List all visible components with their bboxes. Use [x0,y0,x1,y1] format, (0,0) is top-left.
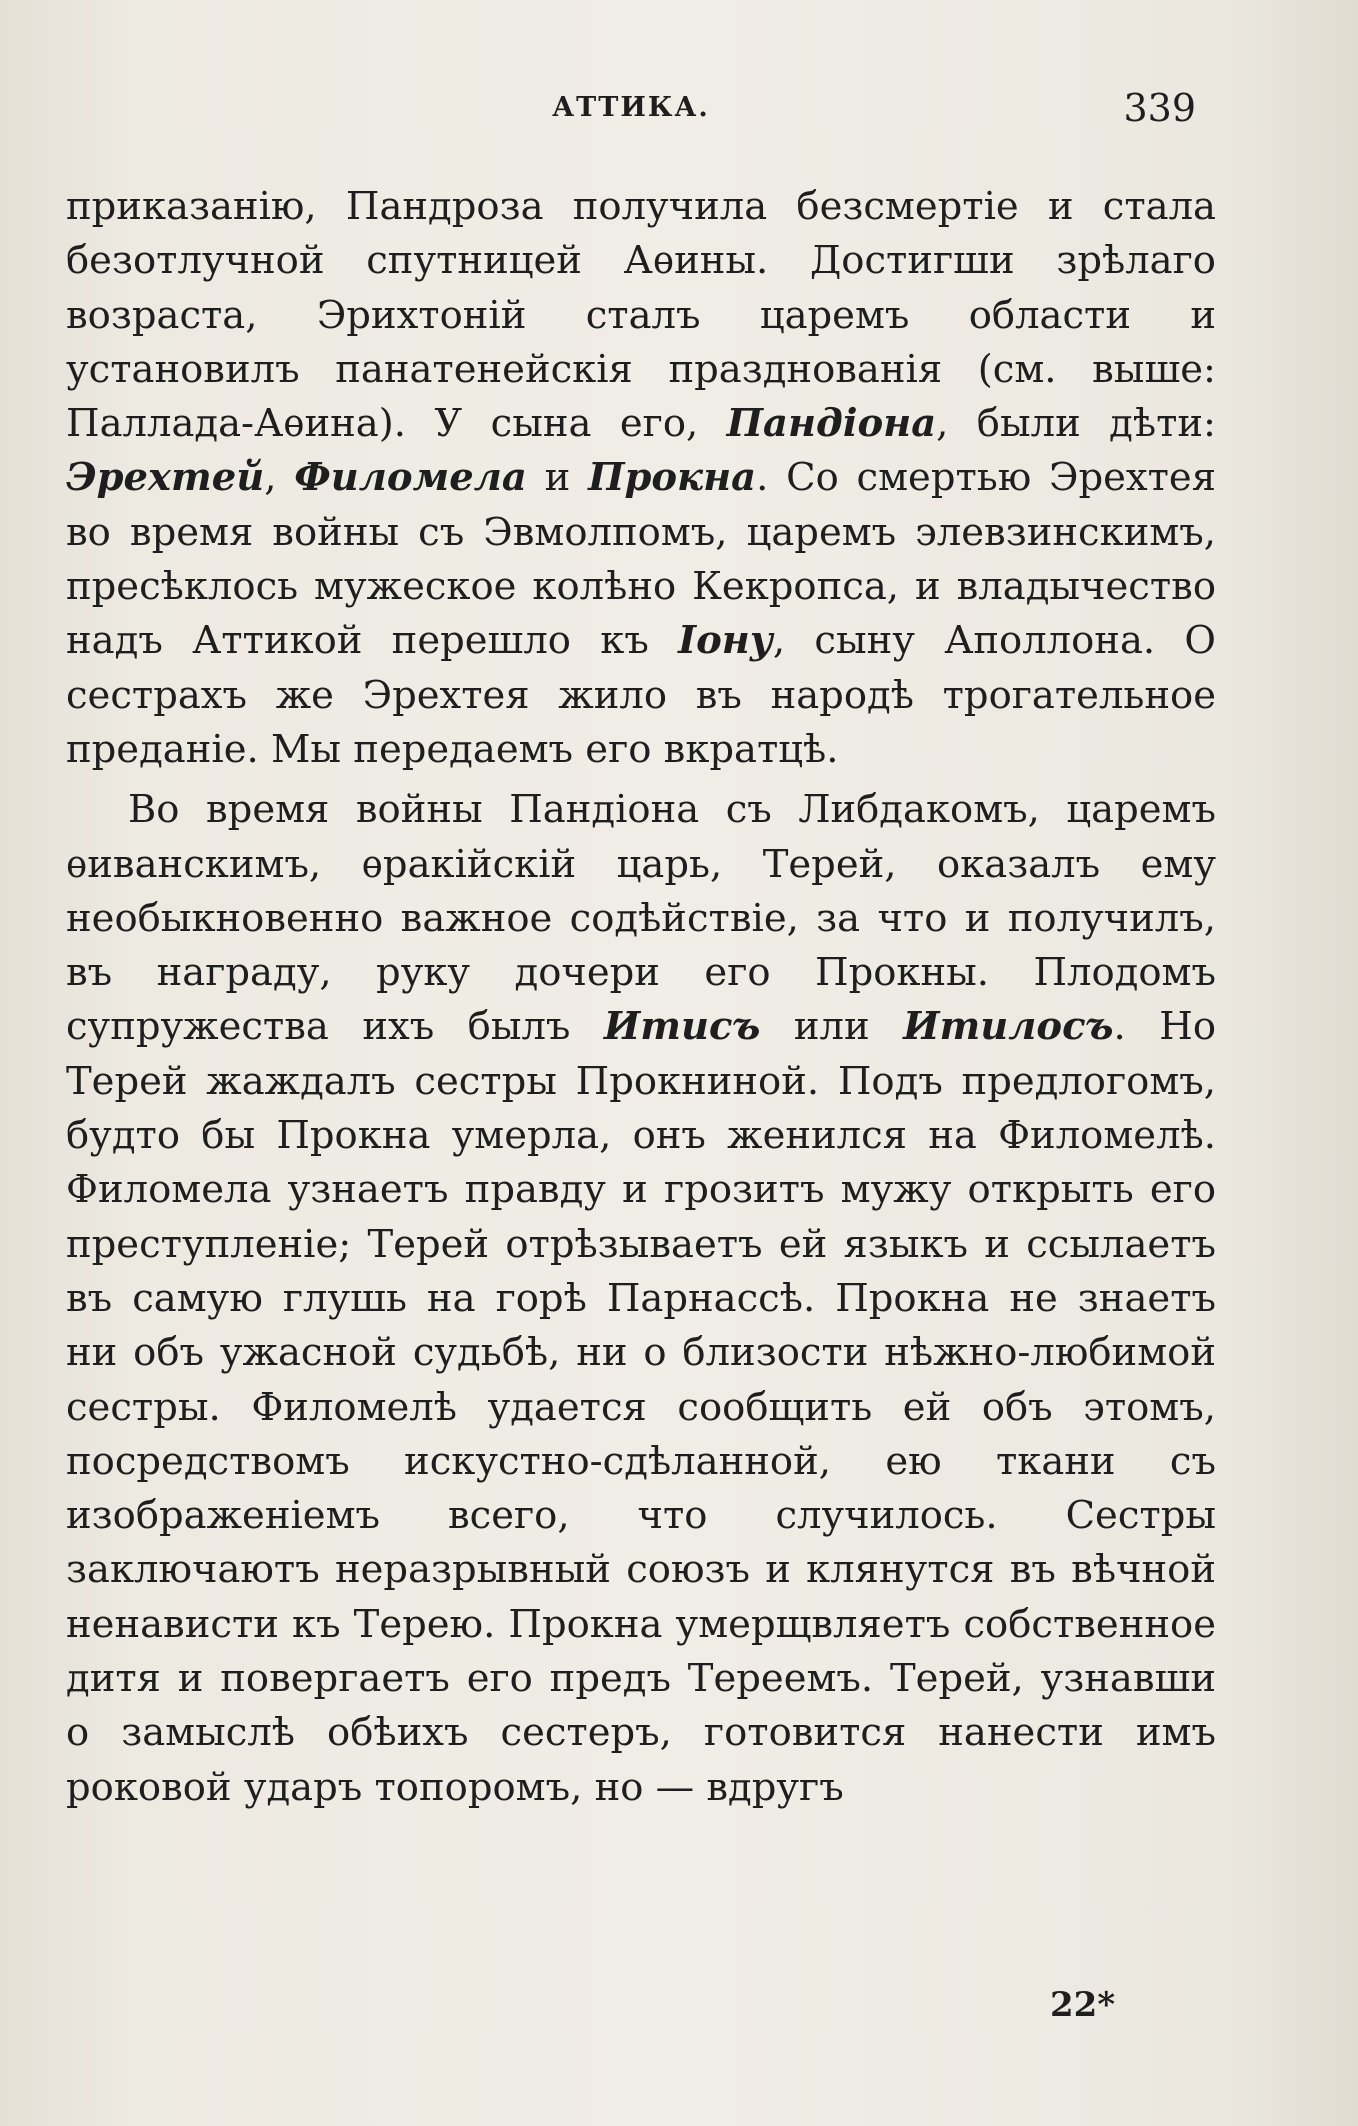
name-philomela: Филомела [294,455,527,501]
name-itys: Итисъ [603,1004,761,1050]
paragraph-1: приказанію, Пандроза получила безсмертіе и стала безотлучной спутницей Аѳины. Достигши зрѣлаго возраста, Эрихтоній сталъ царемъ области и установилъ панатенейскія празднованія (см. выше: Паллада-Аѳина). У сына его, Пандіона, были дѣти: Эрехтей, Филомела и Прокна. Со смертью Эрехтея во время войны съ Эвмолпомъ, царемъ элевзинскимъ, пресѣклось мужеское колѣно Кекропса, и владычество надъ Аттикой перешло къ Іону, сыну Аполлона. О сестрахъ же Эрехтея жило въ народѣ трогательное преданіе. Мы передаемъ его вкратцѣ. [66,184,1217,772]
name-erechtheus: Эрехтей [66,455,265,501]
paragraph-2: Во время войны Пандіона съ Либдакомъ, царемъ ѳиванскимъ, ѳракійскій царь, Терей, оказалъ ему необыкновенно важное содѣйствіе, за что и получилъ, въ награду, руку дочери его Прокны. Плодомъ супружества ихъ былъ Итисъ или Итилосъ. Но Терей жаждалъ сестры Прокниной. Подъ предлогомъ, будто бы Прокна умерла, онъ женился на Филомелѣ. Филомела узнаетъ правду и грозитъ мужу открыть его преступленіе; Терей отрѣзываетъ ей языкъ и ссылаетъ въ самую глушь на горѣ Парнассѣ. Прокна не знаетъ ни объ ужасной судьбѣ, ни о близости нѣжно-любимой сестры. Филомелѣ удается сообщить ей объ этомъ, посредствомъ искустно-сдѣланной, ею ткани съ изображеніемъ всего, что случилось. Сестры заключаютъ неразрывный союзъ и клянутся въ вѣчной ненависти къ Терею. Прокна умерщвляетъ собственное дитя и повергаетъ его предъ Тереемъ. Терей, узнавши о замыслѣ обѣихъ сестеръ, готовится нанести имъ роковой ударъ топоромъ, но — вдругъ [66,787,1216,1810]
page-number: 339 [1123,86,1196,130]
page-header [66,86,1196,152]
name-ion: Іону [678,618,773,664]
name-procne: Прокна [588,455,757,501]
name-pandion: Пандіона [726,401,937,447]
signature-mark: 22* [1050,1985,1116,2025]
name-itylos: Итилосъ [903,1004,1114,1050]
body-text [66,180,1216,1815]
running-head: АТТИКА. [552,92,710,123]
